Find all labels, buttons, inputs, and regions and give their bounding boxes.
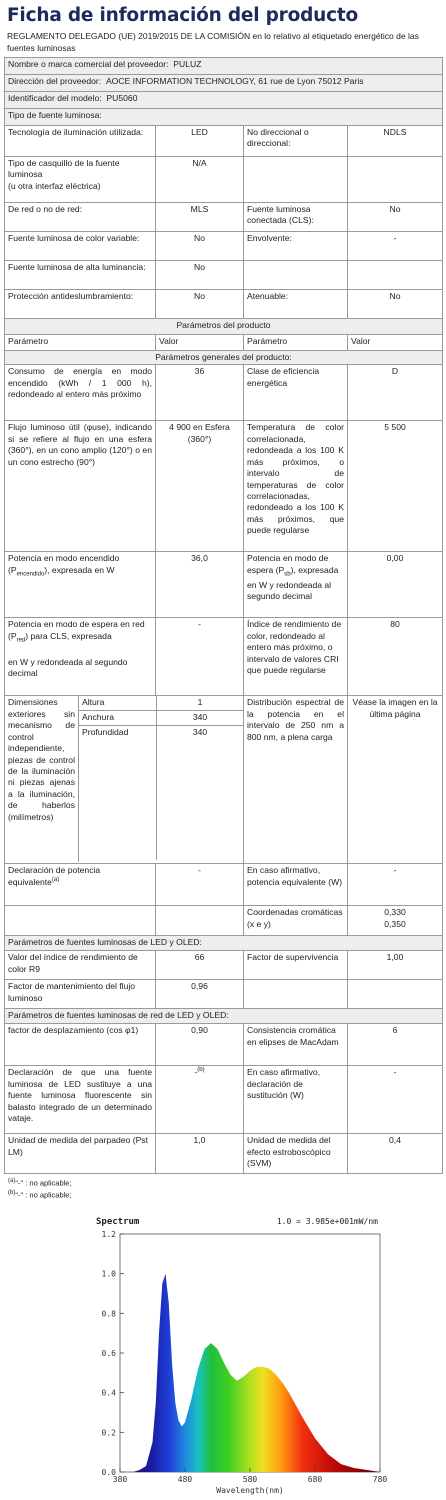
spectrum-svg: [0, 1212, 446, 1500]
y-tick-label: 0.8: [101, 1309, 116, 1319]
y-tick-label: 1.2: [101, 1230, 116, 1239]
table-row: Tipo de casquillo de la fuente luminosa (u otra interfaz eléctrica) N/A: [5, 156, 443, 202]
footnote-b: $^{(b)}$"-" : no aplicable;: [8, 1190, 72, 1200]
table-row: Potencia en modo de espera en red $(P_{red})$ para CLS, expresada en W y redondeada al segundo decimal - Índice de rendimiento de color, redondeado al entero más próximo, o intervalo de valores CRI que puede regularse 80: [5, 618, 443, 696]
mains-params-heading: Parámetros de fuentes luminosas de red de LED y OLED:: [5, 1009, 443, 1024]
x-tick-label: 680: [307, 1475, 323, 1484]
table-row: De red o no de red: MLS Fuente luminosa conectada (CLS): No: [5, 202, 443, 231]
x-tick-label: 480: [177, 1475, 193, 1484]
table-row: Declaración de que una fuente luminosa de LED sustituye a una fuente luminosa fluorescente sin balasto integrado de un determinado vataje. -$^{(b)}$ En caso afirmativo, declaración de sustitución (W) -: [5, 1066, 443, 1134]
dimensions-row: Dimensiones exteriores sin mecanismo de control independiente, piezas de control de la iluminación ni piezas ajenas a la iluminación, de haberlos (milímetros) Altura 1 Anchura 340 Profundidad 340 Distribución espectral de la potencia en el intervalo de 250 nm a 800 nm, a plena carga Véase la imagen en la última página: [5, 696, 443, 864]
column-headers: Parámetro Valor Parámetro Valor: [5, 334, 443, 350]
table-row: Coordenadas cromáticas (x e y) 0,330 0,350: [5, 906, 443, 936]
x-tick-label: 780: [372, 1475, 388, 1484]
table-row: Valor del índice de rendimiento de color R9 66 Factor de supervivencia 1,00: [5, 951, 443, 980]
y-tick-label: 0.4: [101, 1388, 116, 1398]
spectrum-chart: [0, 1212, 446, 1500]
table-row: Consumo de energía en modo encendido (kWh / 1 000 h), redondeado al entero más próximo 36 Clase de eficiencia energética D: [5, 365, 443, 421]
model-id: PU5060: [106, 92, 138, 103]
supplier-address: AOCE INFORMATION TECHNOLOGY, 61 rue de Lyon 75012 Paris: [105, 75, 364, 86]
table-row: Factor de mantenimiento del flujo luminoso 0,96: [5, 980, 443, 1009]
table-row: Flujo luminoso útil (φuse), indicando si se refiere al flujo en una esfera (360°), en un cono amplio (120°) o en un cono estrecho (90°) 4 900 en Esfera (360°) Temperatura de color correlacionada, redondeada a los 100 K más próximos, o intervalo de temperaturas de color correlacionadas, redondeado a los 100 K más próximos, que puede regularse 5 500: [5, 421, 443, 552]
table-row: Potencia en modo encendido $(P_{encendido})$, expresada en W 36,0 Potencia en modo de espera $(P_{sb})$, expresada en W y redondeada al segundo decimal 0,00: [5, 552, 443, 618]
led-params-heading: Parámetros de fuentes luminosas de LED y OLED:: [5, 936, 443, 951]
x-axis-label: Wavelength(nm): [216, 1486, 284, 1495]
table-row: Declaración de potencia equivalente$^{(a)}$ - En caso afirmativo, potencia equivalente (W) -: [5, 864, 443, 906]
y-tick-label: 1.0: [101, 1269, 116, 1279]
info-table: [4, 57, 443, 1174]
light-source-type-heading: Tipo de fuente luminosa:: [5, 108, 443, 125]
spectrum-area: [120, 1274, 380, 1472]
supplier-name-row: Nombre o marca comercial del proveedor: PULUZ: [5, 57, 443, 74]
table-row: Fuente luminosa de color variable: No Envolvente: -: [5, 231, 443, 260]
chart-annotation: 1.0 = 3.985e+001mW/nm: [276, 1217, 378, 1226]
general-params-heading: Parámetros generales del producto:: [5, 350, 443, 364]
table-row: Tecnología de iluminación utilizada: LED No direccional o direccional: NDLS: [5, 125, 443, 156]
regulation-text: REGLAMENTO DELEGADO (UE) 2019/2015 DE LA COMISIÓN en lo relativo al etiquetado energético de las fuentes luminosas: [7, 31, 419, 53]
table-row: Fuente luminosa de alta luminancia: No: [5, 260, 443, 289]
y-tick-label: 0.6: [101, 1349, 116, 1358]
chart-title: Spectrum: [96, 1217, 140, 1227]
product-params-heading: Parámetros del producto: [5, 318, 443, 334]
table-row: Protección antideslumbramiento: No Atenuable: No: [5, 289, 443, 318]
footnote-a: $^{(a)}$"-" : no aplicable;: [8, 1178, 72, 1188]
supplier-name: PULUZ: [173, 58, 202, 69]
y-tick-label: 0.2: [101, 1428, 116, 1438]
y-tick-label: 0.0: [101, 1468, 116, 1477]
table-row: Unidad de medida del parpadeo (Pst LM) 1,0 Unidad de medida del efecto estroboscópico (SVM) 0,4: [5, 1134, 443, 1174]
table-row: factor de desplazamiento (cos φ1) 0,90 Consistencia cromática en elipses de MacAdam 6: [5, 1024, 443, 1066]
x-tick-label: 580: [242, 1475, 258, 1484]
x-tick-label: 380: [112, 1475, 128, 1484]
supplier-address-row: Dirección del proveedor: AOCE INFORMATION TECHNOLOGY, 61 rue de Lyon 75012 Paris: [5, 74, 443, 91]
model-row: Identificador del modelo: PU5060: [5, 91, 443, 108]
footnotes: [8, 1177, 442, 1201]
page-title: Ficha de información del producto: [7, 5, 359, 26]
